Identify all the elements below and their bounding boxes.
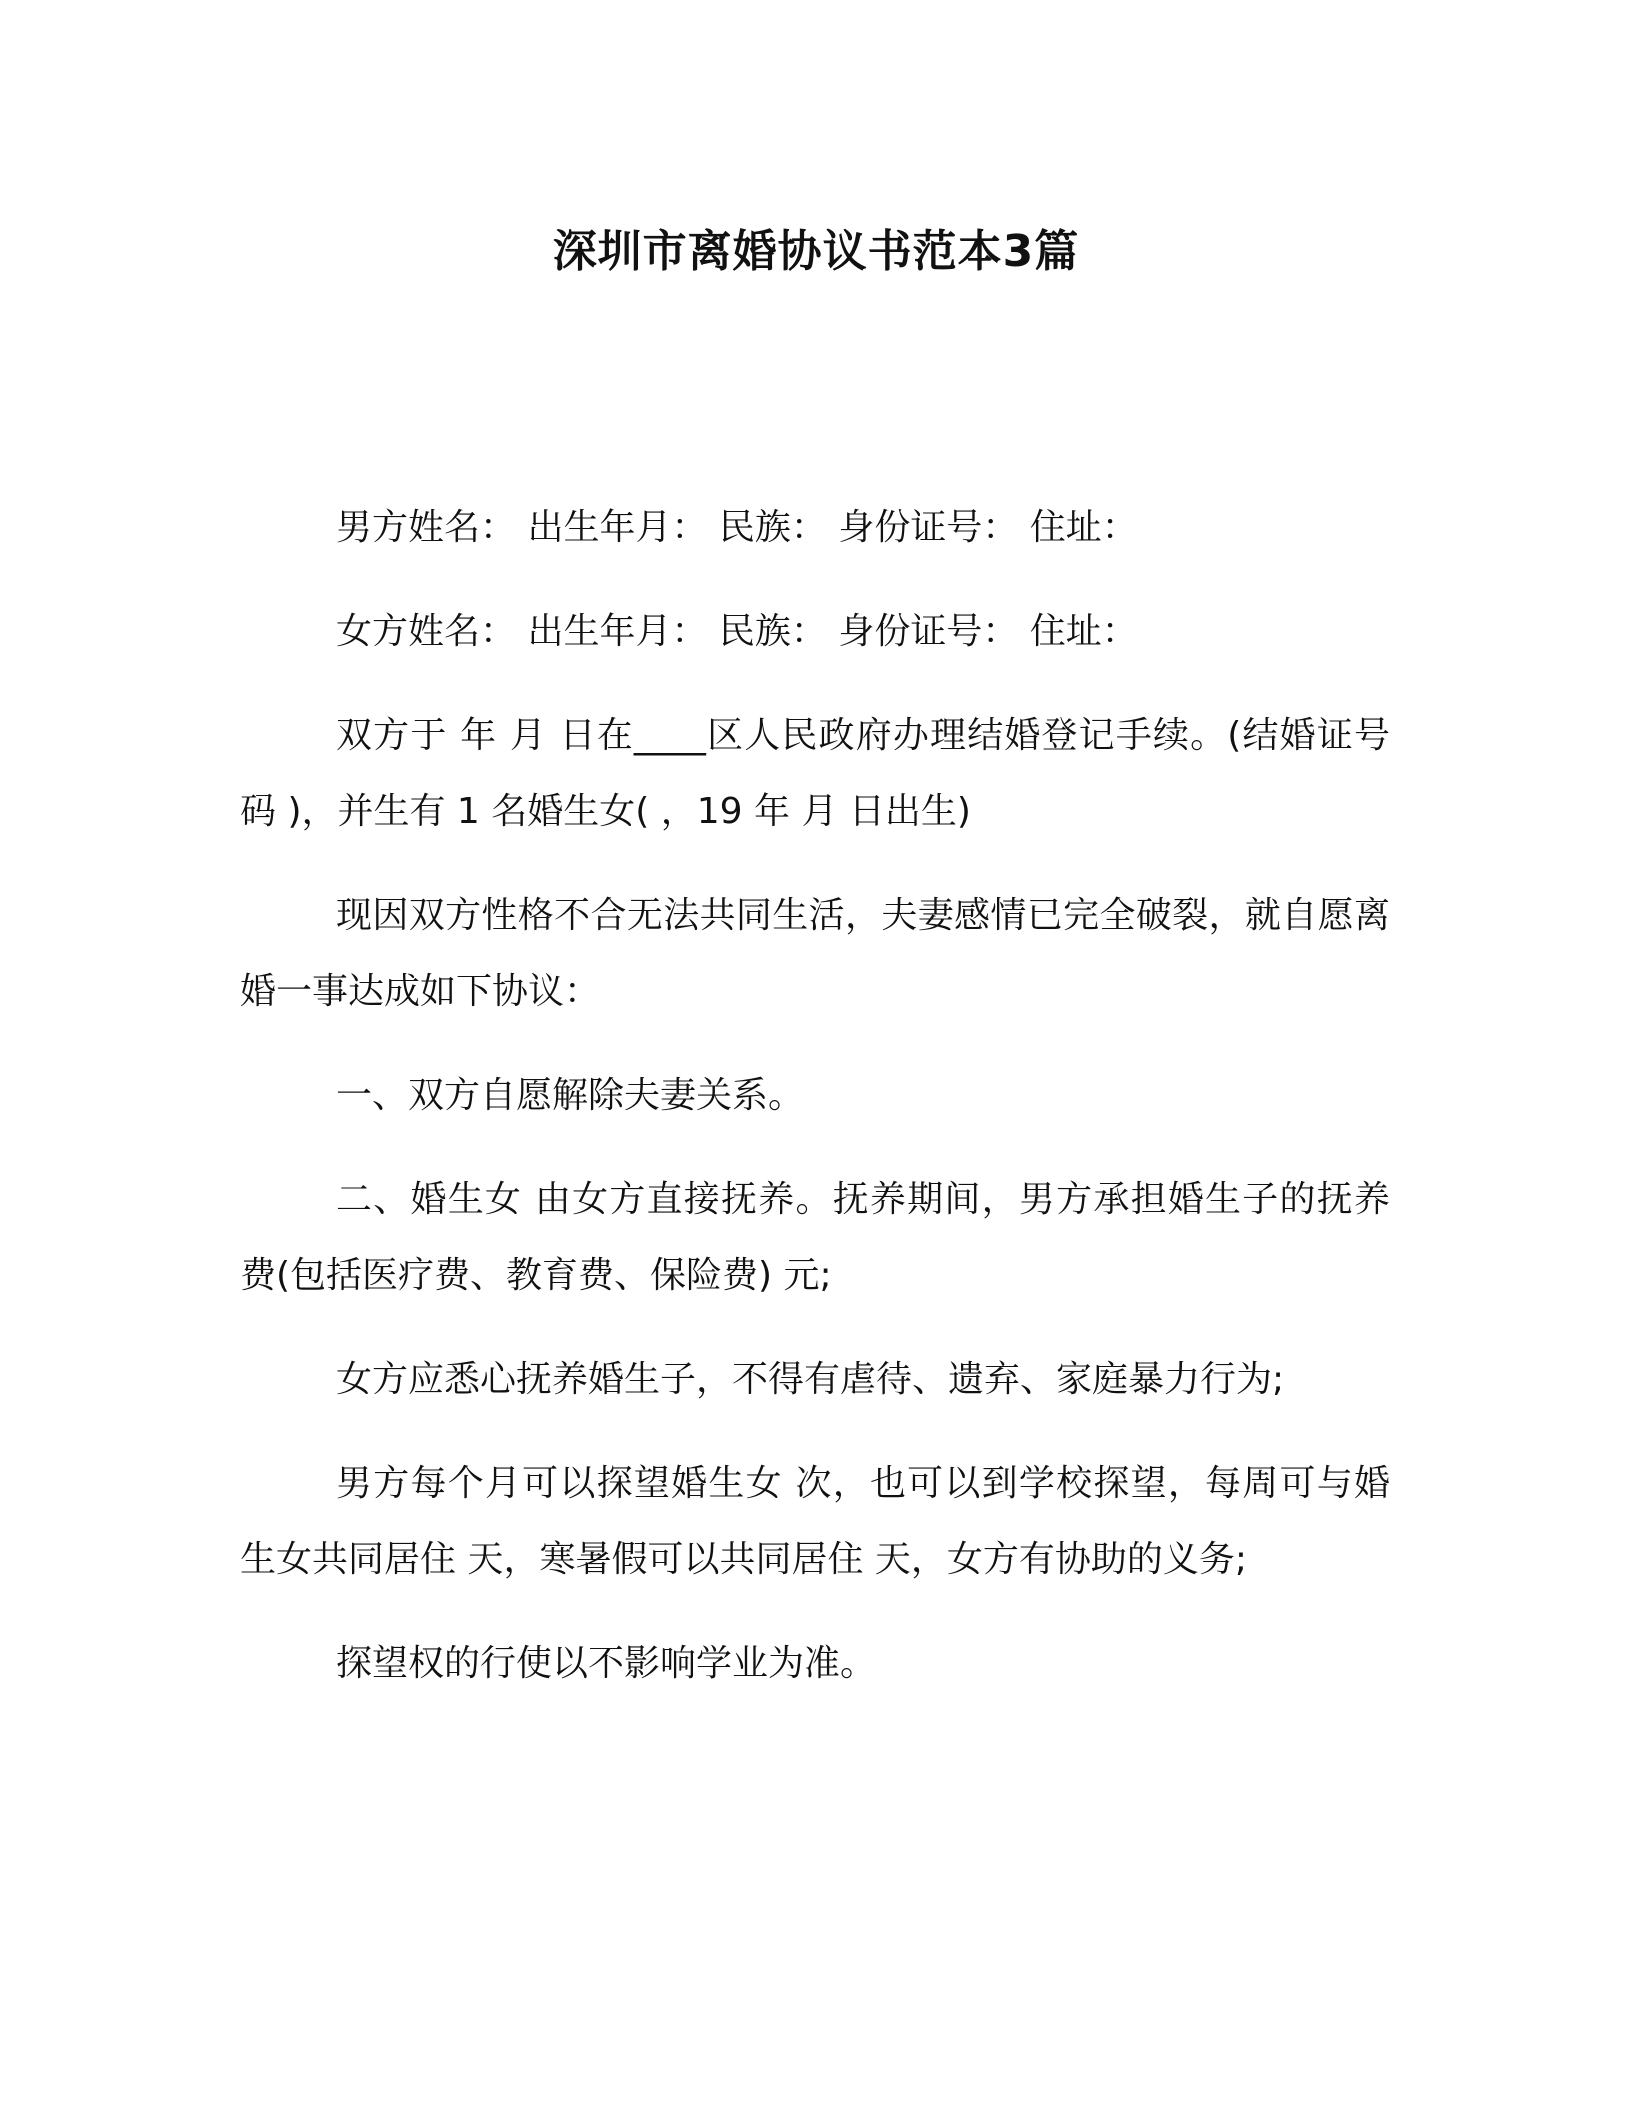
paragraph-clause-1: 一、双方自愿解除夫妻关系。 <box>336 1075 805 1116</box>
paragraph-visitation: 男方每个月可以探望婚生女 次，也可以到学校探望，每周可与婚生女共同居住 天，寒暑假可以共同居住 天，女方有协助的义务; <box>240 1463 1390 1580</box>
document-body <box>240 490 1390 1730</box>
paragraph-marriage-registration: 双方于 年 月 日在____区人民政府办理结婚登记手续。(结婚证号码 )，并生有 1 名婚生女( ，19 年 月 日出生) <box>240 715 1390 832</box>
paragraph-care-obligation: 女方应悉心抚养婚生子，不得有虐待、遗弃、家庭暴力行为; <box>336 1359 1285 1400</box>
paragraph-clause-2: 二、婚生女 由女方直接抚养。抚养期间，男方承担婚生子的抚养费(包括医疗费、教育费、保险费) 元; <box>240 1179 1390 1296</box>
paragraph-visitation-rule: 探望权的行使以不影响学业为准。 <box>336 1643 877 1684</box>
paragraph-male-info: 男方姓名： 出生年月： 民族： 身份证号： 住址： <box>336 507 1138 548</box>
document-title: 深圳市离婚协议书范本3篇 <box>552 226 1080 277</box>
paragraph-reason: 现因双方性格不合无法共同生活，夫妻感情已完全破裂，就自愿离婚一事达成如下协议： <box>240 895 1390 1012</box>
paragraph-female-info: 女方姓名： 出生年月： 民族： 身份证号： 住址： <box>336 611 1138 652</box>
